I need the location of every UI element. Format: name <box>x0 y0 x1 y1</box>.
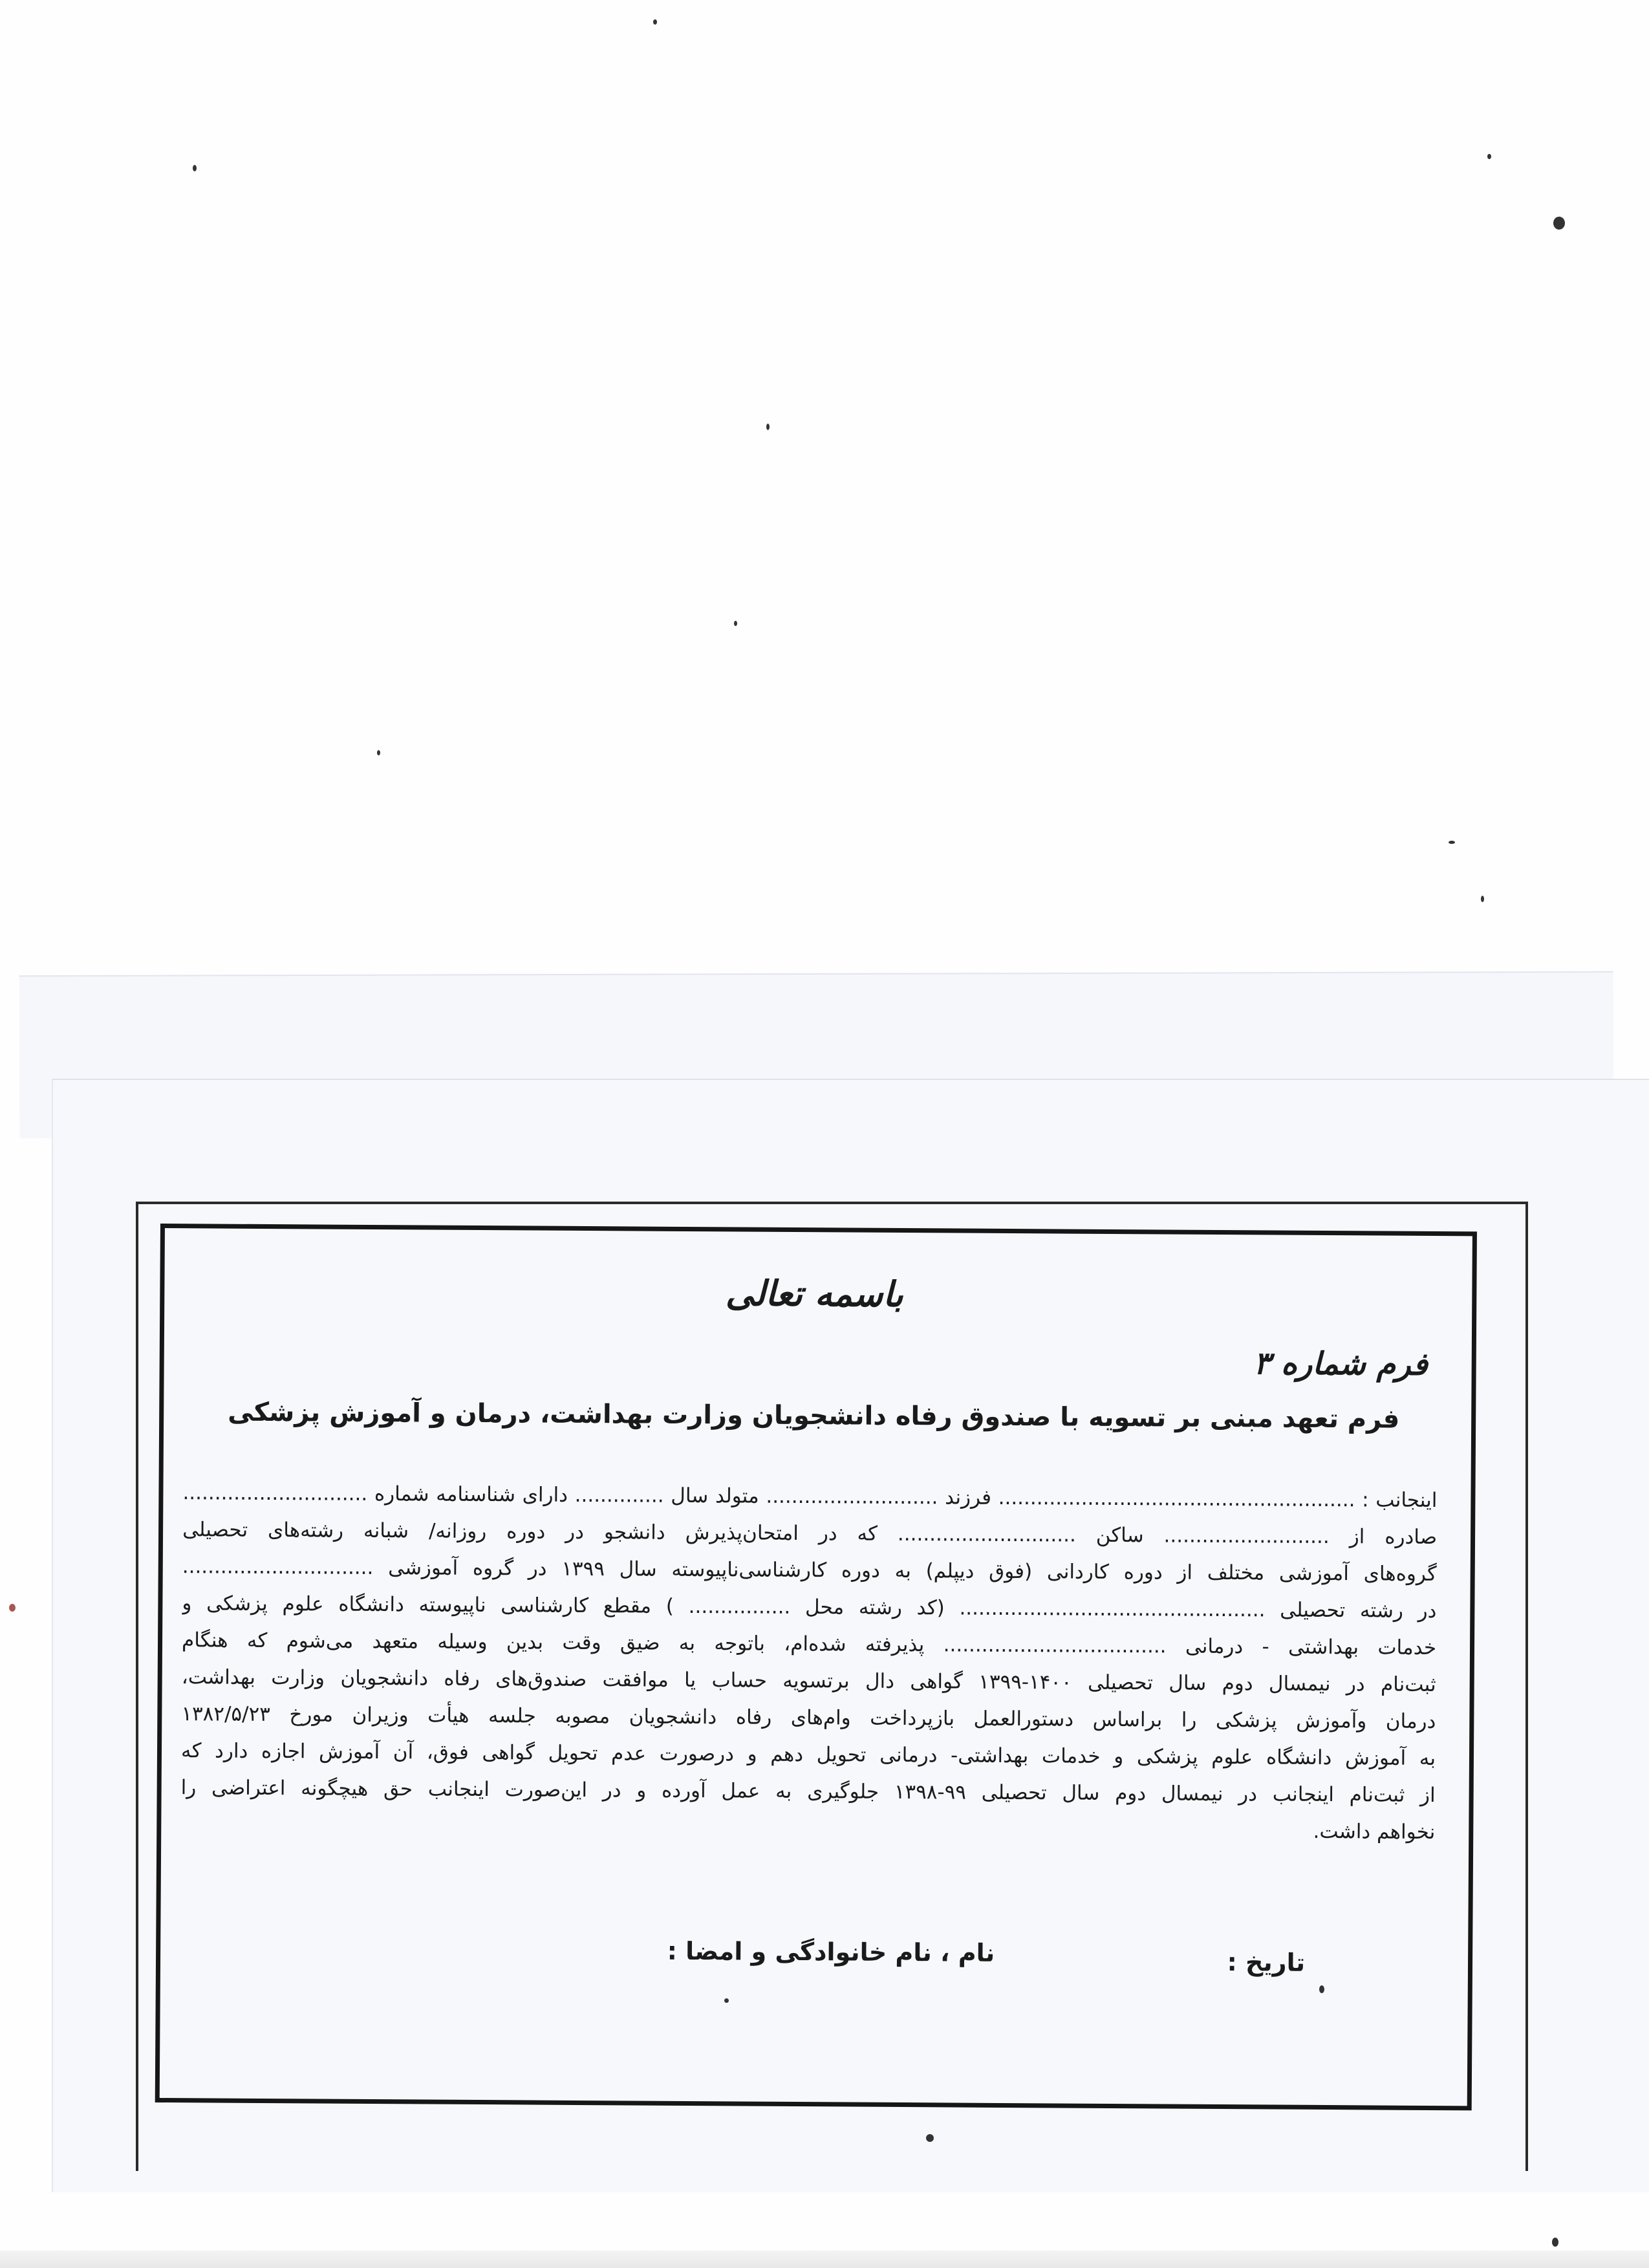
scan-speck <box>734 621 737 626</box>
commitment-text <box>180 1474 1437 1851</box>
form-content <box>160 1229 1465 2097</box>
body-line: در رشته تحصیلی ................................................ (کد رشته محل ................ ) مقطع کارشناسی ناپیوسته دانشگاه علوم پزشکی و <box>182 1592 1437 1623</box>
scan-speck <box>926 2134 934 2142</box>
basmala-heading: باسمه تعالی <box>725 1272 903 1315</box>
body-line: صادره از .......................... ساکن ............................ که در امتحان‌پذیرش دانشجو در دوره روزانه/ شبانه رشته‌های تحصیلی <box>182 1518 1438 1550</box>
scan-speck <box>766 424 770 430</box>
scan-speck <box>1487 154 1491 159</box>
date-label: تاریخ : <box>1227 1948 1306 1977</box>
scan-speck <box>193 165 197 171</box>
body-line: ثبت‌نام در نیمسال دوم سال تحصیلی ۱۴۰۰-۱۳۹۹ گواهی دال برتسویه حساب یا موافقت صندوق‌های رفاه دانشجویان وزارت بهداشت، <box>181 1665 1436 1697</box>
scan-speck <box>1552 2238 1558 2247</box>
body-line: خدمات بهداشتی - درمانی ................................... پذیرفته شده‌ام، باتوجه به ضیق وقت بدین وسیله متعهد می‌شوم که هنگام <box>182 1628 1437 1660</box>
body-line: گروه‌های آموزشی مختلف از دوره کاردانی (فوق دیپلم) به دوره کارشناسی‌ناپیوسته سال ۱۳۹۹ در گروه آموزشی .............................. <box>182 1555 1437 1586</box>
body-line: به آموزش دانشگاه علوم پزشکی و خدمات بهداشتی- درمانی تحویل دهم و درصورت عدم تحویل گواهی فوق، آن آموزش اجازه دارد که <box>180 1739 1436 1771</box>
body-line: از ثبت‌نام اینجانب در نیمسال دوم سال تحصیلی ۹۹-۱۳۹۸ جلوگیری به عمل آورده و در این‌صورت اینجانب حق هیچگونه اعتراضی را <box>180 1776 1436 1808</box>
body-line: درمان وآموزش پزشکی را براساس دستورالعمل بازپرداخت وام‌های رفاه دانشجویان مصوبه جلسه هیأت وزیران مورخ ۱۳۸۲/۵/۲۳ <box>181 1702 1436 1734</box>
body-line: اینجانب : ........................................................ فرزند ........................... متولد سال .............. دارای شناسنامه شماره ............................. <box>182 1481 1438 1513</box>
scan-bottom-edge <box>0 2251 1649 2268</box>
form-title: فرم تعهد مبنی بر تسویه با صندوق رفاه دانشجویان وزارت بهداشت، درمان و آموزش پزشکی <box>228 1397 1400 1434</box>
scan-speck <box>1481 896 1484 902</box>
form-number: فرم شماره ۳ <box>1253 1345 1428 1383</box>
body-line: نخواهم داشت. <box>1313 1819 1436 1844</box>
scan-speck <box>1319 1985 1324 1993</box>
scan-speck <box>1449 841 1455 844</box>
scan-speck <box>1553 217 1565 230</box>
signature-label: نام ، نام خانوادگی و امضا : <box>667 1936 995 1967</box>
scan-speck <box>9 1604 16 1612</box>
scan-speck <box>377 750 380 755</box>
scan-speck <box>724 1998 729 2003</box>
scan-speck <box>653 19 657 25</box>
